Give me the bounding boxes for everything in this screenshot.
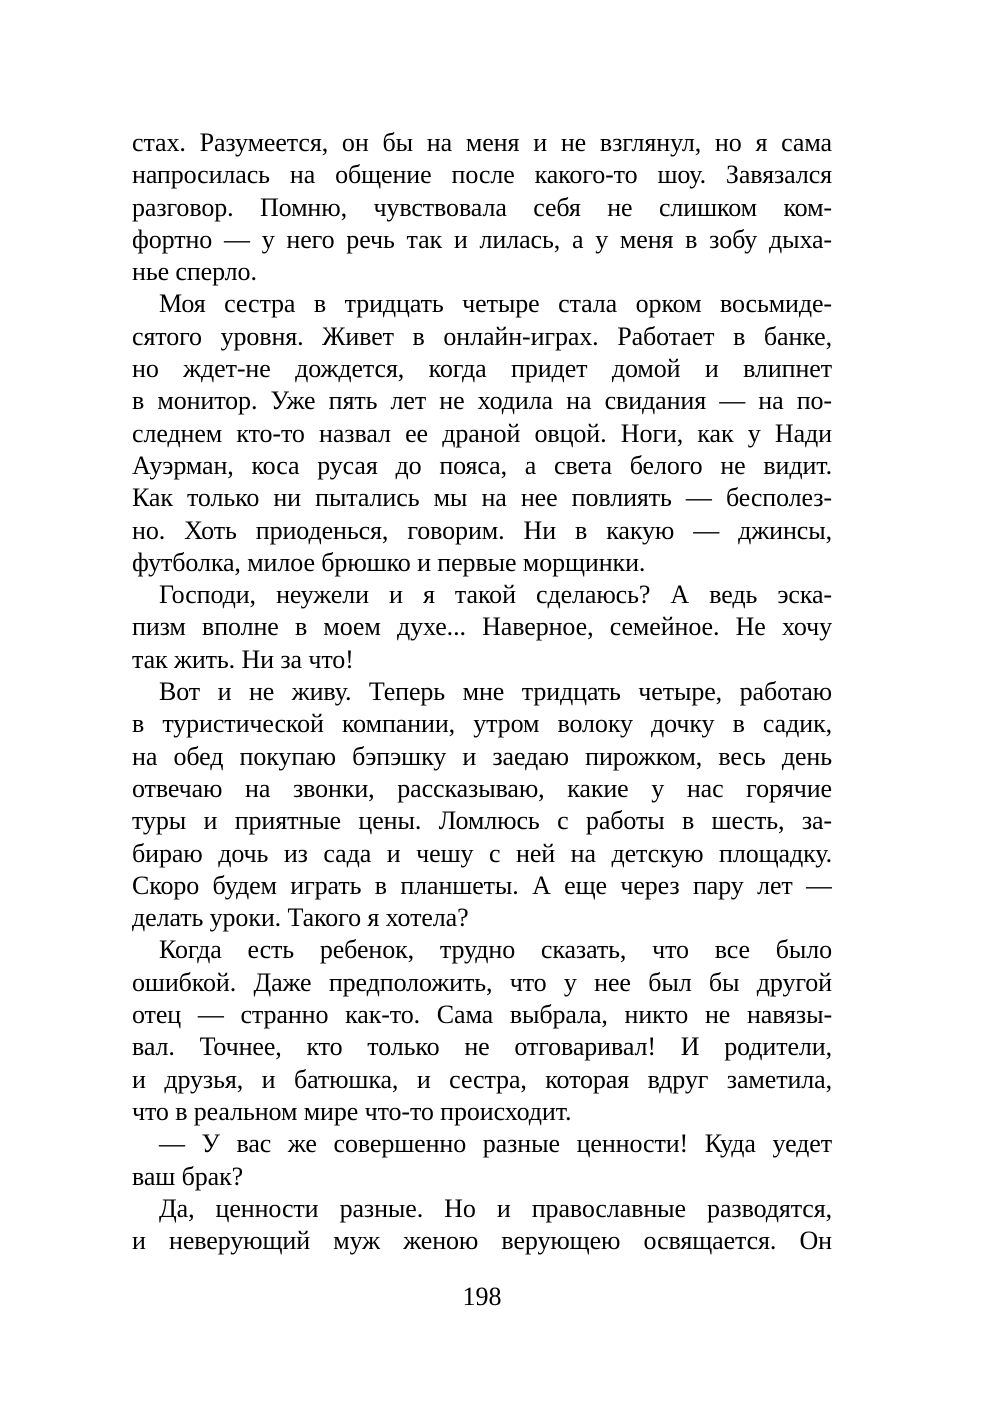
text-line: вал. Точнее, кто только не отговаривал! И родители,: [132, 1032, 832, 1062]
text-line: и неверующий муж женою верующею освящается. Он: [132, 1226, 832, 1256]
text-line: Моя сестра в тридцать четыре стала орком восьмиде-: [159, 289, 832, 319]
text-line: — У вас же совершенно разные ценности! Куда уедет: [159, 1129, 832, 1159]
text-line: что в реальном мире что-то происходит.: [132, 1096, 572, 1126]
page-number: 198: [462, 1282, 502, 1311]
text-line: но. Хоть приоденься, говорим. Ни в какую — джинсы,: [132, 515, 832, 545]
text-line: фортно — у него речь так и лилась, а у меня в зобу дыха-: [132, 224, 832, 254]
text-line: сятого уровня. Живет в онлайн-играх. Работает в банке,: [132, 321, 832, 351]
text-line: туры и приятные цены. Ломлюсь с работы в шесть, за-: [132, 806, 832, 836]
text-line: Когда есть ребенок, трудно сказать, что все было: [159, 935, 832, 965]
text-line: отвечаю на звонки, рассказываю, какие у нас горячие: [132, 773, 832, 803]
text-line: но ждет-не дождется, когда придет домой и влипнет: [132, 354, 832, 384]
text-line: Ауэрман, коса русая до пояса, а света белого не видит.: [132, 450, 832, 480]
text-line: стах. Разумеется, он бы на меня и не взглянул, но я сама: [132, 128, 832, 157]
text-line: футболка, милое брюшко и первые морщинки.: [132, 547, 646, 577]
text-line: Господи, неужели и я такой сделаюсь? А ведь эска-: [159, 580, 832, 610]
text-line: напросилась на общение после какого-то шоу. Завязался: [132, 160, 832, 190]
text-line: нье сперло.: [132, 257, 257, 287]
text-line: Вот и не живу. Теперь мне тридцать четыре, работаю: [159, 677, 832, 707]
text-line: ваш брак?: [132, 1161, 244, 1191]
text-line: делать уроки. Такого я хотела?: [132, 903, 469, 933]
text-line: разговор. Помню, чувствовала себя не слишком ком-: [132, 192, 832, 222]
text-line: в монитор. Уже пять лет не ходила на свидания — на по-: [132, 386, 832, 416]
text-line: так жить. Ни за что!: [132, 644, 354, 674]
text-line: на обед покупаю бэпэшку и заедаю пирожком, весь день: [132, 741, 832, 771]
text-line: и друзья, и батюшка, и сестра, которая вдруг заметила,: [132, 1064, 832, 1094]
text-line: ошибкой. Даже предположить, что у нее был бы другой: [132, 967, 832, 997]
text-line: Да, ценности разные. Но и православные разводятся,: [159, 1193, 832, 1223]
text-line: следнем кто-то назвал ее драной овцой. Ноги, как у Нади: [132, 418, 832, 448]
text-line: бираю дочь из сада и чешу с ней на детскую площадку.: [132, 838, 832, 868]
text-line: Скоро будем играть в планшеты. А еще через пару лет —: [132, 870, 832, 900]
page-text: [132, 127, 832, 1257]
text-line: в туристической компании, утром волоку дочку в садик,: [132, 709, 832, 739]
text-line: отец — странно как-то. Сама выбрала, никто не навязы-: [132, 1000, 832, 1030]
text-line: пизм вполне в моем духе... Наверное, семейное. Не хочу: [132, 612, 832, 642]
text-line: Как только ни пытались мы на нее повлиять — бесполез-: [132, 483, 832, 513]
